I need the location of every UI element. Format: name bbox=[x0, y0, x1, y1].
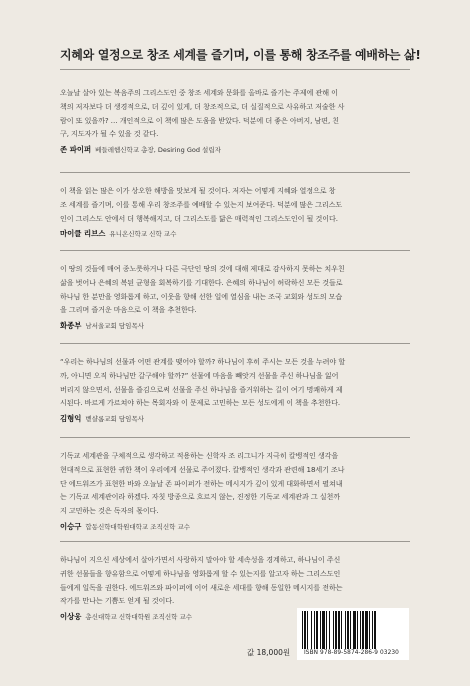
section-divider bbox=[60, 541, 410, 542]
endorser-title: 유니온신학교 신학 교수 bbox=[109, 230, 177, 239]
endorsement bbox=[60, 86, 412, 155]
endorser-attribution bbox=[60, 145, 412, 155]
barcode-bar bbox=[362, 611, 364, 649]
endorser-name: 화종부 bbox=[60, 321, 82, 331]
quote-line: 는 기독교 세계관이라 하겠다. 자칫 방종으로 흐르지 않는, 진정한 기독교 세계관과 그 실천까 bbox=[60, 492, 341, 502]
barcode-bar bbox=[374, 611, 376, 649]
barcode-bar bbox=[316, 611, 318, 649]
section-divider bbox=[60, 172, 410, 173]
endorsement-quote bbox=[60, 355, 412, 410]
barcode-bar bbox=[320, 611, 321, 649]
quote-line: 단 에드워즈가 표현한 바와 오늘날 존 파이퍼가 전하는 메시지가 깊이 있게 대화하면서 펼쳐내 bbox=[60, 478, 343, 488]
quote-line: 지 고민하는 것은 독자의 몫이다. bbox=[60, 506, 159, 516]
endorsement bbox=[60, 355, 412, 424]
section-divider bbox=[60, 437, 410, 438]
endorsement bbox=[60, 262, 412, 331]
endorsement-quote bbox=[60, 262, 412, 317]
barcode-bar bbox=[338, 611, 340, 649]
barcode-bar bbox=[329, 611, 330, 649]
endorser-name: 이승구 bbox=[60, 521, 82, 531]
endorsement-quote bbox=[60, 553, 412, 608]
endorser-name: 존 파이퍼 bbox=[60, 145, 92, 155]
quote-line: 들에게 일독을 권한다. 에드워즈와 파이퍼에 이어 새로운 세대를 향해 동일한 메시지를 전하는 bbox=[60, 582, 343, 592]
quote-line: 을 그리며 즐거운 마음으로 이 책을 추천한다. bbox=[60, 305, 197, 315]
price-label: 값 18,000원 bbox=[247, 648, 291, 657]
quote-line: 까, 아니면 오직 하나님만 갈구해야 할까?” 선물에 마음을 빼앗겨 선물을 주신 하나님을 잃어 bbox=[60, 370, 339, 380]
endorser-name: 김형익 bbox=[60, 414, 82, 424]
barcode-bar bbox=[302, 611, 303, 649]
barcode-bar bbox=[304, 611, 306, 649]
isbn-number: ISBN 978-89-5874-286-9 03230 bbox=[304, 650, 399, 656]
endorsement-quote bbox=[60, 184, 412, 225]
barcode-bar bbox=[311, 611, 312, 649]
quote-line: 기독교 세계관을 구체적으로 생각하고 적용하는 신학자 조 리그니가 지극히 칼뱅적인 생각을 bbox=[60, 451, 339, 460]
endorser-title: 합동신학대학원대학교 조직신학 교수 bbox=[85, 522, 191, 531]
barcode-bar bbox=[369, 611, 370, 649]
quote-line: 귀한 선물들을 향유함으로 어떻게 하나님을 영화롭게 할 수 있는지를 알고자 하는 그리스도인 bbox=[60, 568, 341, 578]
quote-line: 오늘날 살아 있는 복음주의 그리스도인 중 창조 세계와 문화를 올바로 즐기는 주제에 관해 이 bbox=[60, 88, 338, 97]
endorsement-quote bbox=[60, 86, 412, 141]
endorser-name: 마이클 리브스 bbox=[60, 229, 106, 239]
endorser-title: 베들레헴신학교 총장, Desiring God 설립자 bbox=[95, 146, 221, 155]
quote-line: 이 땅의 것들에 매여 종노릇하거나 다른 극단인 땅의 것에 대해 제대로 감사하지 못하는 치우친 bbox=[60, 264, 345, 273]
barcode-bar bbox=[350, 611, 351, 649]
barcode-bar bbox=[347, 611, 349, 649]
quote-line: “우리는 하나님의 선물과 어떤 관계를 맺어야 할까? 하나님이 후히 주시는 모든 것을 누려야 할 bbox=[60, 357, 346, 366]
barcode-bar bbox=[326, 611, 327, 649]
quote-line: 작가를 만나는 기쁨도 얻게 될 것이다. bbox=[60, 596, 175, 606]
quote-line: 하나님이 지으신 세상에서 살아가면서 사랑하지 말아야 할 세속성을 경계하고, 하나님이 주신 bbox=[60, 555, 341, 564]
endorser-title: 총신대학교 신학대학원 조직신학 교수 bbox=[85, 613, 193, 622]
quote-line: 구, 지도자가 될 수 있을 것 같다. bbox=[60, 129, 159, 139]
quote-line: 하나님 한 분만을 영화롭게 하고, 이웃을 향해 선한 일에 열심을 내는 조국 교회와 성도의 모습 bbox=[60, 291, 343, 301]
barcode-bar bbox=[365, 611, 368, 649]
quote-line: 삶을 벗어나 은혜의 복된 균형을 회복하기를 기대한다. 은혜의 하나님이 허락하신 모든 것들로 bbox=[60, 277, 343, 287]
quote-line: 버리지 않으면서, 선물을 즐김으로써 선물을 주신 하나님을 즐거워하는 길이 여기 명쾌하게 제 bbox=[60, 384, 343, 394]
endorsement-quote bbox=[60, 449, 412, 518]
endorser-name: 이상웅 bbox=[60, 612, 82, 622]
endorser-attribution bbox=[60, 522, 412, 532]
barcode-bar bbox=[372, 611, 373, 649]
barcode bbox=[297, 608, 409, 660]
endorser-title: 남서울교회 담임목사 bbox=[85, 322, 144, 331]
endorser-attribution bbox=[60, 414, 412, 424]
barcode-bar bbox=[307, 611, 308, 649]
headline-divider bbox=[60, 69, 410, 70]
endorsement bbox=[60, 449, 412, 532]
barcode-bar bbox=[314, 611, 315, 649]
endorser-title: 벧샬롬교회 담임목사 bbox=[85, 415, 144, 424]
section-divider bbox=[60, 250, 410, 251]
quote-line: 이 책을 읽는 많은 이가 상오한 해방을 맛보게 될 것이다. 저자는 어떻게 지혜와 열정으로 창 bbox=[60, 186, 336, 195]
quote-line: 인이 그리스도 안에서 더 행복해지고, 더 그리스도를 닮은 매력적인 그리스도인이 될 것이다. bbox=[60, 213, 338, 223]
barcode-bar bbox=[341, 611, 342, 649]
quote-line: 조 세계를 즐기며, 이를 통해 우리 창조주를 예배할 수 있는지 보여준다. 덕분에 많은 그리스도 bbox=[60, 199, 343, 209]
barcode-bar bbox=[353, 611, 356, 649]
barcode-bar bbox=[335, 611, 337, 649]
barcode-bar bbox=[322, 611, 325, 649]
barcode-bar bbox=[345, 611, 346, 649]
barcode-bar bbox=[357, 611, 358, 649]
endorsement bbox=[60, 184, 412, 239]
quote-line: 람이 또 있을까? … 개인적으로 이 책에 많은 도움을 받았다. 덕분에 더 좋은 아버지, 남편, 친 bbox=[60, 115, 340, 125]
barcode-bars bbox=[302, 611, 404, 649]
quote-line: 현대적으로 표현한 귀한 책이 우리에게 선물로 주어졌다. 칼뱅적인 생각과 관련해 18세기 조나 bbox=[60, 464, 345, 474]
section-divider bbox=[60, 343, 410, 344]
endorser-attribution bbox=[60, 321, 412, 331]
barcode-bar bbox=[333, 611, 334, 649]
endorser-attribution bbox=[60, 229, 412, 239]
barcode-bar bbox=[360, 611, 361, 649]
quote-line: 책의 저자보다 더 생경적으로, 더 깊이 있게, 더 창조적으로, 더 실질적으로 사유하고 저술한 사 bbox=[60, 101, 345, 111]
headline: 지혜와 열정으로 창조 세계를 즐기며, 이를 통해 창조주를 예배하는 삶! bbox=[60, 48, 421, 62]
quote-line: 시된다. 바르게 가르쳐야 하는 목회자와 이 문제로 고민하는 모든 성도에게 이 책을 추천한다. bbox=[60, 398, 341, 408]
